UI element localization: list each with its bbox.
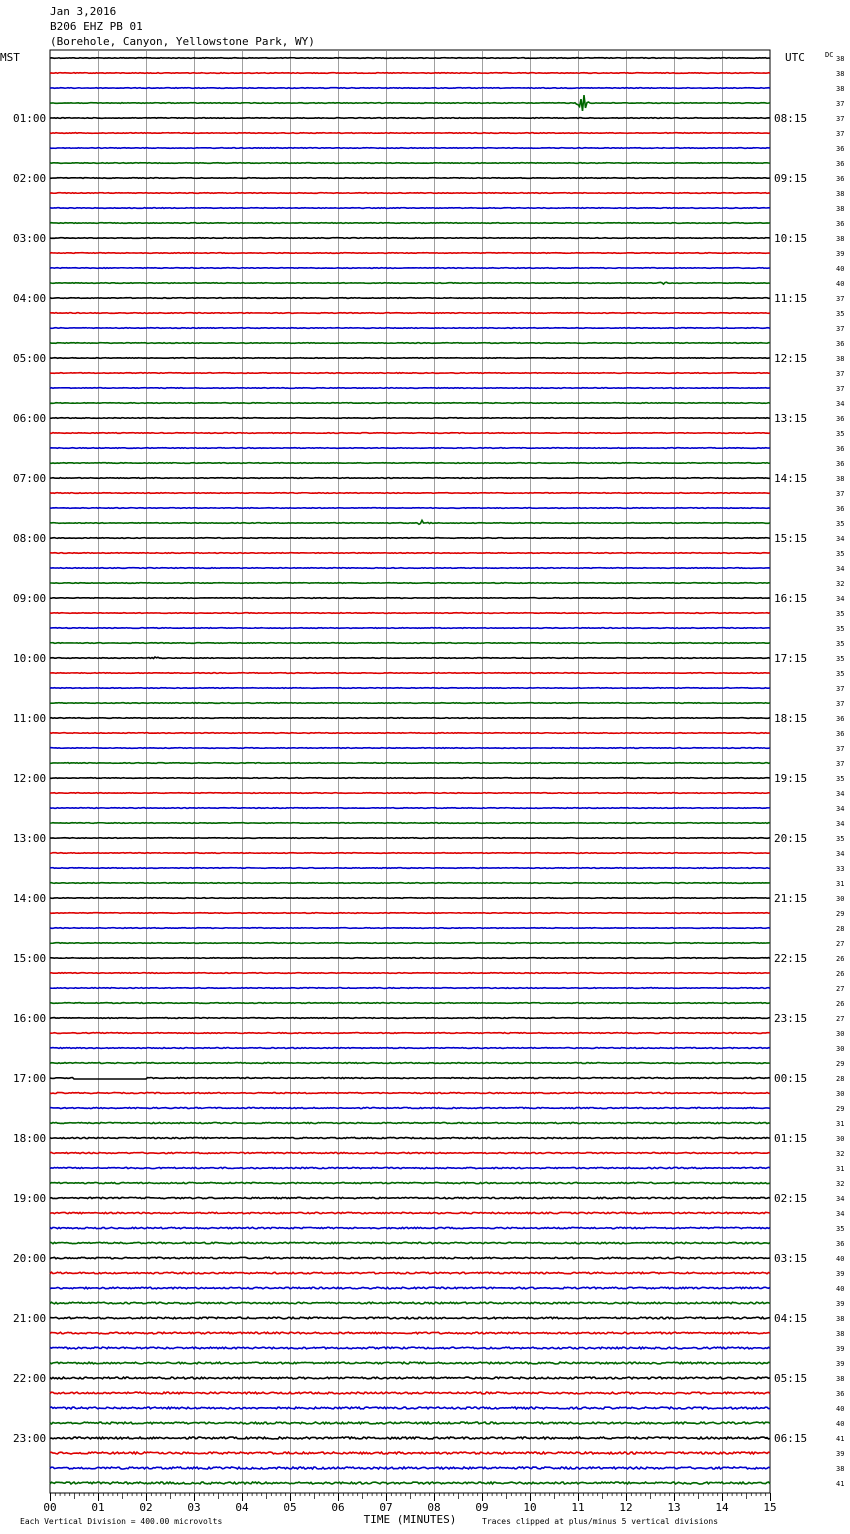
utc-hour-label: 11:15 bbox=[774, 292, 808, 305]
dc-offset-label: 34 bbox=[836, 535, 845, 543]
dc-offset-label: 36 bbox=[836, 175, 845, 183]
trace-line bbox=[50, 253, 770, 254]
dc-offset-label: 36 bbox=[836, 730, 845, 738]
mst-hour-label: 10:00 bbox=[13, 652, 47, 665]
utc-hour-label: 13:15 bbox=[774, 412, 808, 425]
x-tick-label: 15 bbox=[763, 1501, 777, 1514]
dc-offset-label: 38 bbox=[836, 1465, 845, 1473]
dc-offset-label: 32 bbox=[836, 1150, 845, 1158]
dc-offset-label: 31 bbox=[836, 880, 845, 888]
dc-offset-label: 28 bbox=[836, 925, 845, 933]
trace-line bbox=[50, 1437, 770, 1439]
dc-offset-label: 37 bbox=[836, 385, 845, 393]
dc-offset-label: 29 bbox=[836, 1105, 845, 1113]
trace-line bbox=[50, 268, 770, 269]
dc-offset-label: 37 bbox=[836, 685, 845, 693]
seismic-traces bbox=[50, 58, 770, 1484]
x-tick-label: 05 bbox=[283, 1501, 297, 1514]
trace-line bbox=[50, 583, 770, 584]
trace-line bbox=[50, 403, 770, 404]
dc-offset-label: 38 bbox=[836, 355, 845, 363]
mst-hour-label: 21:00 bbox=[13, 1312, 47, 1325]
dc-offset-label: 30 bbox=[836, 1045, 845, 1053]
utc-hour-label: 02:15 bbox=[774, 1192, 808, 1205]
dc-offset-label: 38 bbox=[836, 1315, 845, 1323]
mst-hour-label: 17:00 bbox=[13, 1072, 47, 1085]
trace-line bbox=[50, 58, 770, 59]
dc-offset-label: 38 bbox=[836, 85, 845, 93]
mst-hour-label: 22:00 bbox=[13, 1372, 47, 1385]
mst-hour-label: 01:00 bbox=[13, 112, 47, 125]
trace-line bbox=[50, 1167, 770, 1168]
trace-line bbox=[50, 1467, 770, 1469]
trace-line bbox=[50, 1182, 770, 1183]
dc-offset-label: 27 bbox=[836, 1015, 845, 1023]
trace-line bbox=[50, 1092, 770, 1093]
trace-line bbox=[50, 1003, 770, 1004]
trace-line bbox=[50, 538, 770, 539]
dc-offset-label: 36 bbox=[836, 220, 845, 228]
mst-hour-label: 23:00 bbox=[13, 1432, 47, 1445]
mst-hour-label: 09:00 bbox=[13, 592, 47, 605]
mst-hour-label: 15:00 bbox=[13, 952, 47, 965]
trace-line bbox=[50, 328, 770, 329]
trace-line bbox=[50, 388, 770, 389]
trace-line bbox=[50, 973, 770, 974]
trace-line bbox=[50, 1033, 770, 1034]
x-axis-label: TIME (MINUTES) bbox=[363, 1513, 457, 1526]
x-tick-label: 13 bbox=[667, 1501, 681, 1514]
mst-hour-label: 20:00 bbox=[13, 1252, 47, 1265]
trace-line bbox=[50, 1302, 770, 1304]
dc-offset-label: 31 bbox=[836, 1165, 845, 1173]
mst-hour-label: 06:00 bbox=[13, 412, 47, 425]
dc-offset-label: 35 bbox=[836, 775, 845, 783]
x-tick-label: 02 bbox=[139, 1501, 153, 1514]
chart-date: Jan 3,2016 bbox=[50, 5, 117, 18]
trace-line bbox=[50, 763, 770, 764]
trace-line bbox=[50, 463, 770, 464]
trace-line bbox=[50, 838, 770, 839]
dc-offset-label: 35 bbox=[836, 1225, 845, 1233]
trace-line bbox=[50, 193, 770, 194]
mst-hour-label: 07:00 bbox=[13, 472, 47, 485]
dc-offset-label: 35 bbox=[836, 310, 845, 318]
trace-line bbox=[50, 1227, 770, 1228]
dc-offset-label: 38 bbox=[836, 475, 845, 483]
dc-offset-label: 38 bbox=[836, 205, 845, 213]
trace-line bbox=[50, 133, 770, 134]
dc-offset-label: 35 bbox=[836, 640, 845, 648]
trace-line bbox=[50, 118, 770, 119]
trace-line bbox=[50, 1152, 770, 1153]
trace-line bbox=[50, 1347, 770, 1349]
dc-offset-label: 34 bbox=[836, 820, 845, 828]
trace-line bbox=[50, 883, 770, 884]
dc-offset-label: 35 bbox=[836, 835, 845, 843]
dc-offset-label: 39 bbox=[836, 250, 845, 258]
right-axis-title: UTC bbox=[785, 51, 805, 64]
dc-offset-label: 29 bbox=[836, 910, 845, 918]
dc-offset-label: 38 bbox=[836, 1375, 845, 1383]
dc-offset-label: 34 bbox=[836, 400, 845, 408]
trace-line bbox=[50, 1317, 770, 1319]
mst-hour-label: 12:00 bbox=[13, 772, 47, 785]
trace-line bbox=[50, 958, 770, 959]
dc-offset-label: 38 bbox=[836, 190, 845, 198]
trace-line bbox=[50, 448, 770, 449]
dc-offset-label: 39 bbox=[836, 1450, 845, 1458]
dc-offset-label: 36 bbox=[836, 505, 845, 513]
dc-offset-label: 30 bbox=[836, 1090, 845, 1098]
dc-offset-label: 36 bbox=[836, 1240, 845, 1248]
dc-offset-label: 38 bbox=[836, 70, 845, 78]
trace-line bbox=[50, 148, 770, 149]
trace-line bbox=[50, 1122, 770, 1123]
utc-hour-label: 05:15 bbox=[774, 1372, 808, 1385]
mst-hour-label: 14:00 bbox=[13, 892, 47, 905]
x-tick-label: 10 bbox=[523, 1501, 537, 1514]
trace-line bbox=[50, 1272, 770, 1274]
dc-offset-label: 33 bbox=[836, 865, 845, 873]
dc-offset-label: 40 bbox=[836, 1255, 845, 1263]
trace-line bbox=[50, 598, 770, 599]
trace-line bbox=[50, 1137, 770, 1138]
dc-offset-label: 37 bbox=[836, 325, 845, 333]
utc-hour-label: 14:15 bbox=[774, 472, 808, 485]
dc-offset-label: 34 bbox=[836, 565, 845, 573]
dc-offset-label: 36 bbox=[836, 445, 845, 453]
dc-offset-label: 41 bbox=[836, 1480, 845, 1488]
trace-line bbox=[50, 520, 770, 524]
dc-offset-label: 32 bbox=[836, 1180, 845, 1188]
dc-offset-label: 40 bbox=[836, 1420, 845, 1428]
mst-hour-label: 05:00 bbox=[13, 352, 47, 365]
trace-line bbox=[50, 778, 770, 779]
dc-offset-label: 40 bbox=[836, 265, 845, 273]
dc-title: DC bbox=[825, 51, 834, 59]
dc-offset-label: 39 bbox=[836, 1345, 845, 1353]
dc-offset-label: 34 bbox=[836, 1195, 845, 1203]
dc-offset-label: 36 bbox=[836, 145, 845, 153]
trace-line bbox=[50, 1077, 770, 1079]
trace-line bbox=[50, 343, 770, 344]
trace-line bbox=[50, 1063, 770, 1064]
trace-line bbox=[50, 313, 770, 314]
utc-hour-label: 04:15 bbox=[774, 1312, 808, 1325]
trace-line bbox=[50, 913, 770, 914]
dc-offset-label: 30 bbox=[836, 895, 845, 903]
trace-line bbox=[50, 95, 770, 111]
trace-line bbox=[50, 163, 770, 164]
trace-line bbox=[50, 943, 770, 944]
trace-line bbox=[50, 703, 770, 704]
dc-offset-label: 37 bbox=[836, 760, 845, 768]
trace-line bbox=[50, 358, 770, 359]
trace-line bbox=[50, 868, 770, 869]
dc-offset-label: 34 bbox=[836, 1210, 845, 1218]
utc-hour-label: 12:15 bbox=[774, 352, 808, 365]
trace-line bbox=[50, 1407, 770, 1409]
utc-hour-label: 03:15 bbox=[774, 1252, 808, 1265]
utc-hour-label: 21:15 bbox=[774, 892, 808, 905]
dc-offset-label: 37 bbox=[836, 100, 845, 108]
mst-hour-label: 03:00 bbox=[13, 232, 47, 245]
dc-offset-label: 34 bbox=[836, 805, 845, 813]
utc-hour-label: 01:15 bbox=[774, 1132, 808, 1145]
trace-line bbox=[50, 1257, 770, 1259]
trace-line bbox=[50, 1482, 770, 1484]
trace-line bbox=[50, 853, 770, 854]
dc-offset-label: 40 bbox=[836, 1285, 845, 1293]
trace-line bbox=[50, 493, 770, 494]
axis-labels bbox=[0, 51, 844, 1526]
trace-line bbox=[50, 178, 770, 179]
dc-offset-label: 34 bbox=[836, 595, 845, 603]
dc-offset-label: 40 bbox=[836, 280, 845, 288]
dc-offset-label: 40 bbox=[836, 1405, 845, 1413]
trace-line bbox=[50, 613, 770, 614]
trace-line bbox=[50, 1287, 770, 1289]
dc-offset-label: 26 bbox=[836, 970, 845, 978]
dc-offset-label: 36 bbox=[836, 415, 845, 423]
mst-hour-label: 08:00 bbox=[13, 532, 47, 545]
x-tick-label: 04 bbox=[235, 1501, 249, 1514]
utc-hour-label: 08:15 bbox=[774, 112, 808, 125]
dc-offset-label: 35 bbox=[836, 610, 845, 618]
trace-line bbox=[50, 628, 770, 629]
trace-line bbox=[50, 1452, 770, 1454]
dc-offset-label: 32 bbox=[836, 580, 845, 588]
mst-hour-label: 11:00 bbox=[13, 712, 47, 725]
utc-hour-label: 17:15 bbox=[774, 652, 808, 665]
trace-line bbox=[50, 88, 770, 89]
dc-offset-label: 27 bbox=[836, 985, 845, 993]
trace-line bbox=[50, 688, 770, 689]
dc-offset-label: 37 bbox=[836, 700, 845, 708]
utc-hour-label: 20:15 bbox=[774, 832, 808, 845]
dc-offset-label: 39 bbox=[836, 1360, 845, 1368]
trace-line bbox=[50, 988, 770, 989]
trace-line bbox=[50, 793, 770, 794]
utc-hour-label: 18:15 bbox=[774, 712, 808, 725]
mst-hour-label: 02:00 bbox=[13, 172, 47, 185]
dc-offset-label: 41 bbox=[836, 1435, 845, 1443]
trace-line bbox=[50, 1212, 770, 1213]
dc-offset-label: 36 bbox=[836, 460, 845, 468]
trace-line bbox=[50, 1392, 770, 1394]
dc-offset-label: 34 bbox=[836, 790, 845, 798]
trace-line bbox=[50, 478, 770, 479]
station-code: B206 EHZ PB 01 bbox=[50, 20, 143, 33]
trace-line bbox=[50, 1422, 770, 1424]
dc-offset-label: 37 bbox=[836, 295, 845, 303]
trace-line bbox=[50, 223, 770, 224]
x-tick-label: 00 bbox=[43, 1501, 57, 1514]
dc-offset-label: 29 bbox=[836, 1060, 845, 1068]
dc-offset-label: 26 bbox=[836, 955, 845, 963]
utc-hour-label: 09:15 bbox=[774, 172, 808, 185]
trace-line bbox=[50, 568, 770, 569]
mst-hour-label: 18:00 bbox=[13, 1132, 47, 1145]
trace-line bbox=[50, 657, 770, 658]
trace-line bbox=[50, 1332, 770, 1334]
utc-hour-label: 22:15 bbox=[774, 952, 808, 965]
utc-hour-label: 00:15 bbox=[774, 1072, 808, 1085]
dc-offset-label: 37 bbox=[836, 490, 845, 498]
utc-hour-label: 06:15 bbox=[774, 1432, 808, 1445]
trace-line bbox=[50, 1018, 770, 1019]
station-location: (Borehole, Canyon, Yellowstone Park, WY) bbox=[50, 35, 315, 48]
x-tick-label: 07 bbox=[379, 1501, 393, 1514]
dc-offset-label: 39 bbox=[836, 1300, 845, 1308]
dc-offset-label: 37 bbox=[836, 745, 845, 753]
x-tick-label: 11 bbox=[571, 1501, 585, 1514]
trace-line bbox=[50, 508, 770, 509]
dc-offset-label: 30 bbox=[836, 1135, 845, 1143]
dc-offset-label: 39 bbox=[836, 1270, 845, 1278]
utc-hour-label: 16:15 bbox=[774, 592, 808, 605]
trace-line bbox=[50, 1362, 770, 1364]
dc-offset-label: 38 bbox=[836, 55, 845, 63]
dc-offset-label: 38 bbox=[836, 235, 845, 243]
trace-line bbox=[50, 238, 770, 239]
dc-offset-label: 37 bbox=[836, 130, 845, 138]
dc-offset-label: 27 bbox=[836, 940, 845, 948]
dc-offset-label: 36 bbox=[836, 715, 845, 723]
trace-line bbox=[50, 553, 770, 554]
mst-hour-label: 04:00 bbox=[13, 292, 47, 305]
trace-line bbox=[50, 1107, 770, 1108]
trace-line bbox=[50, 282, 770, 284]
trace-line bbox=[50, 928, 770, 929]
trace-line bbox=[50, 418, 770, 419]
x-tick-label: 01 bbox=[91, 1501, 105, 1514]
trace-line bbox=[50, 73, 770, 74]
trace-line bbox=[50, 373, 770, 374]
dc-offset-label: 34 bbox=[836, 850, 845, 858]
footer-clip-note: Traces clipped at plus/minus 5 vertical divisions bbox=[482, 1517, 719, 1526]
trace-line bbox=[50, 1048, 770, 1049]
dc-offset-label: 31 bbox=[836, 1120, 845, 1128]
trace-line bbox=[50, 733, 770, 734]
x-tick-label: 08 bbox=[427, 1501, 441, 1514]
trace-line bbox=[50, 718, 770, 719]
dc-offset-label: 30 bbox=[836, 1030, 845, 1038]
trace-line bbox=[50, 643, 770, 644]
trace-line bbox=[50, 1197, 770, 1198]
dc-offset-label: 28 bbox=[836, 1075, 845, 1083]
x-tick-label: 03 bbox=[187, 1501, 201, 1514]
dc-offset-label: 35 bbox=[836, 655, 845, 663]
dc-offset-label: 35 bbox=[836, 520, 845, 528]
plot-frame bbox=[50, 50, 770, 1493]
utc-hour-label: 15:15 bbox=[774, 532, 808, 545]
dc-offset-label: 35 bbox=[836, 430, 845, 438]
mst-hour-label: 16:00 bbox=[13, 1012, 47, 1025]
dc-offset-label: 37 bbox=[836, 370, 845, 378]
dc-offset-label: 35 bbox=[836, 550, 845, 558]
x-tick-label: 14 bbox=[715, 1501, 729, 1514]
trace-line bbox=[50, 208, 770, 209]
utc-hour-label: 10:15 bbox=[774, 232, 808, 245]
dc-offset-label: 38 bbox=[836, 1330, 845, 1338]
trace-line bbox=[50, 898, 770, 899]
mst-hour-label: 19:00 bbox=[13, 1192, 47, 1205]
dc-offset-label: 36 bbox=[836, 340, 845, 348]
dc-offset-label: 35 bbox=[836, 625, 845, 633]
x-tick-label: 09 bbox=[475, 1501, 489, 1514]
dc-offset-label: 36 bbox=[836, 1390, 845, 1398]
trace-line bbox=[50, 298, 770, 299]
left-axis-title: MST bbox=[0, 51, 20, 64]
mst-hour-label: 13:00 bbox=[13, 832, 47, 845]
trace-line bbox=[50, 673, 770, 674]
x-tick-label: 12 bbox=[619, 1501, 633, 1514]
trace-line bbox=[50, 1377, 770, 1379]
dc-offset-label: 36 bbox=[836, 160, 845, 168]
trace-line bbox=[50, 823, 770, 824]
dc-offset-label: 37 bbox=[836, 115, 845, 123]
x-tick-label: 06 bbox=[331, 1501, 345, 1514]
dc-offset-label: 26 bbox=[836, 1000, 845, 1008]
trace-line bbox=[50, 433, 770, 434]
trace-line bbox=[50, 748, 770, 749]
trace-line bbox=[50, 1242, 770, 1243]
utc-hour-label: 19:15 bbox=[774, 772, 808, 785]
trace-line bbox=[50, 808, 770, 809]
footer-scale-note: Each Vertical Division = 400.00 microvolts bbox=[20, 1517, 223, 1526]
dc-offset-label: 35 bbox=[836, 670, 845, 678]
utc-hour-label: 23:15 bbox=[774, 1012, 808, 1025]
